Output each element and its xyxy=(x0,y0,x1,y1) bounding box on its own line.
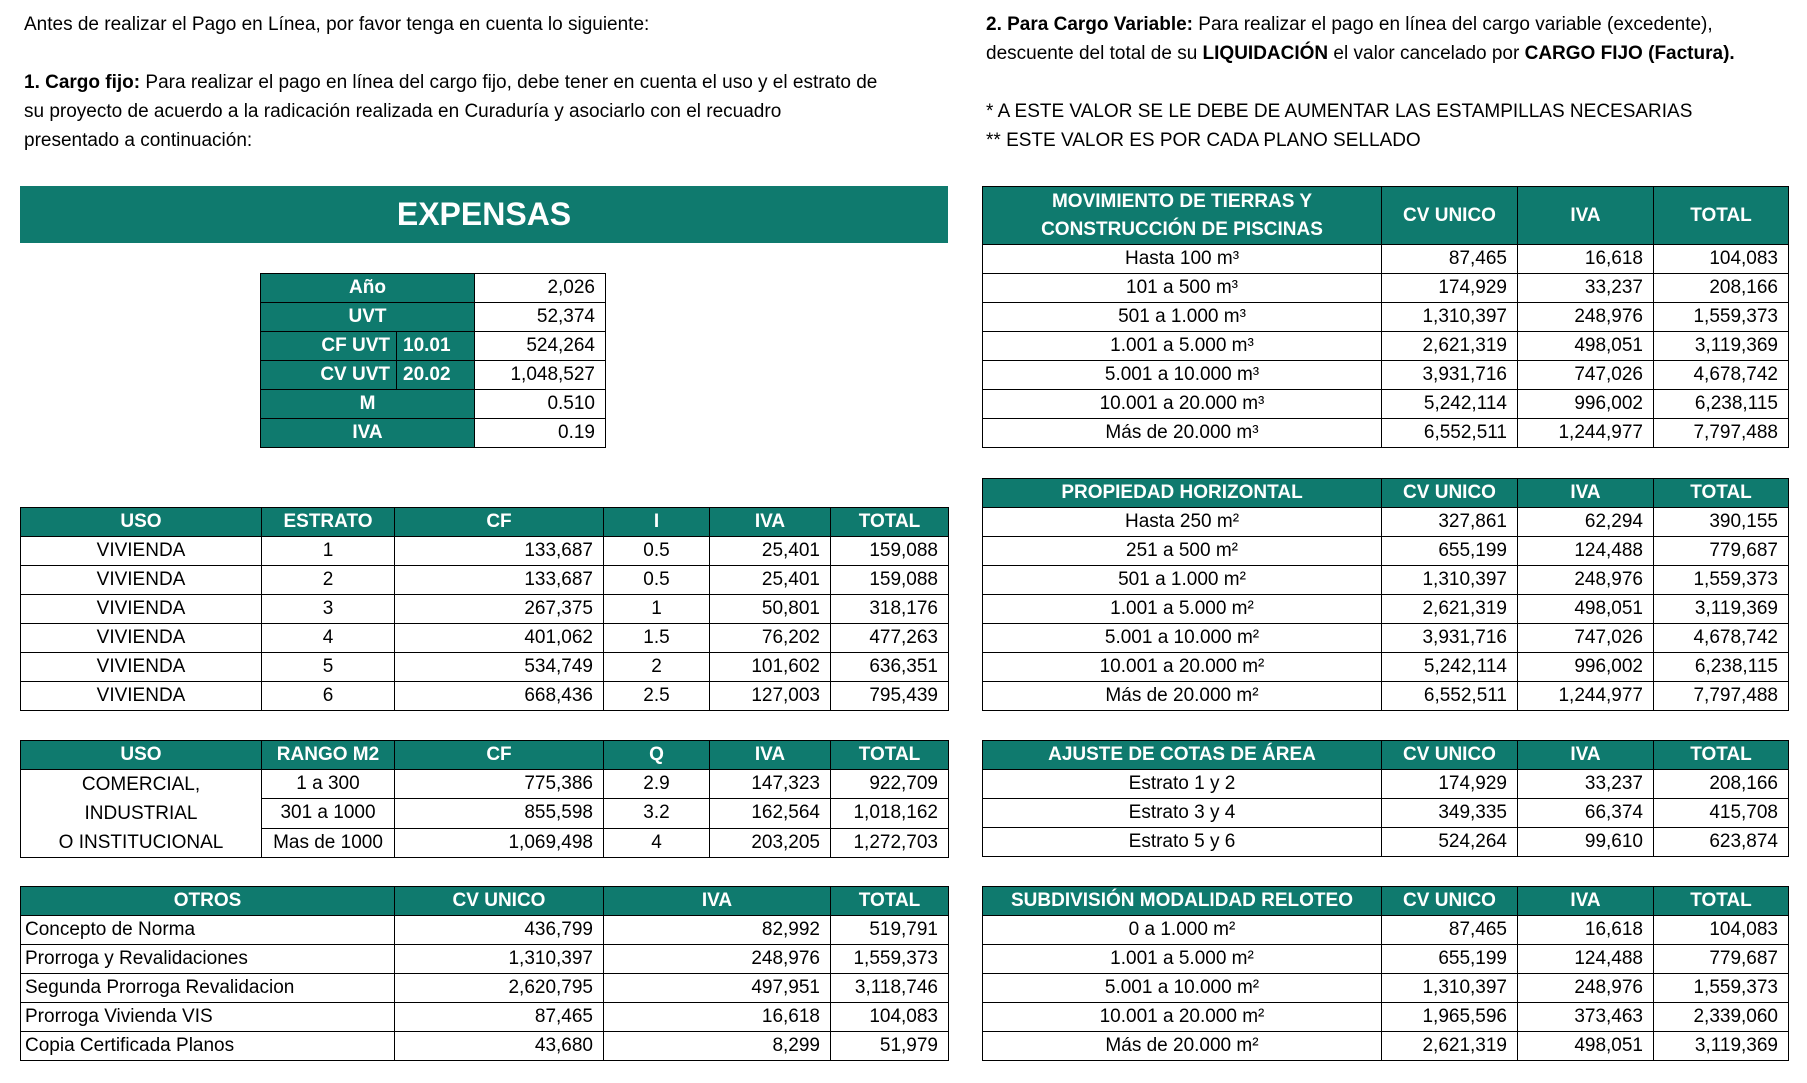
column-header: IVA xyxy=(1518,741,1654,770)
table-row xyxy=(983,566,1789,595)
table-cell: 3.2 xyxy=(604,799,710,828)
param-row xyxy=(261,361,606,390)
column-header: I xyxy=(604,508,710,537)
table-cell: 779,687 xyxy=(1654,945,1789,974)
table-cell: 5.001 a 10.000 m³ xyxy=(983,361,1382,390)
param-label: CF UVT xyxy=(261,332,397,361)
table-cell: 33,237 xyxy=(1518,770,1654,799)
param-value: 1,048,527 xyxy=(475,361,606,390)
table-cell: 3,119,369 xyxy=(1654,595,1789,624)
table-row xyxy=(21,770,949,799)
table-cell: Estrato 1 y 2 xyxy=(983,770,1382,799)
table-cell: 498,051 xyxy=(1518,595,1654,624)
movimiento-table xyxy=(982,186,1789,448)
column-header: TOTAL xyxy=(1654,887,1789,916)
table-cell: 99,610 xyxy=(1518,828,1654,857)
table-cell: 6,552,511 xyxy=(1382,682,1518,711)
table-cell: 133,687 xyxy=(395,566,604,595)
param-label: CV UVT xyxy=(261,361,397,390)
table-header-row xyxy=(983,887,1789,916)
table-cell: 497,951 xyxy=(604,974,831,1003)
table-cell: 3,931,716 xyxy=(1382,361,1518,390)
table-cell: Hasta 250 m² xyxy=(983,508,1382,537)
table-row xyxy=(983,799,1789,828)
table-header-row xyxy=(983,479,1789,508)
table-cell: 534,749 xyxy=(395,653,604,682)
table-cell: 5,242,114 xyxy=(1382,390,1518,419)
table-cell: 401,062 xyxy=(395,624,604,653)
param-row xyxy=(261,390,606,419)
table-header-row xyxy=(21,508,949,537)
ajuste-table xyxy=(982,740,1789,857)
table-cell: 301 a 1000 xyxy=(262,799,395,828)
table-cell: 3 xyxy=(262,595,395,624)
table-cell: 104,083 xyxy=(831,1003,949,1032)
table-row xyxy=(21,653,949,682)
table-cell: Más de 20.000 m² xyxy=(983,1032,1382,1061)
param-value: 0.19 xyxy=(475,419,606,448)
table-row xyxy=(21,682,949,711)
table-cell: 1,244,977 xyxy=(1518,682,1654,711)
table-cell: 655,199 xyxy=(1382,945,1518,974)
table-cell: 1,310,397 xyxy=(1382,974,1518,1003)
table-cell: 2 xyxy=(262,566,395,595)
uso-line: COMERCIAL, INDUSTRIAL xyxy=(81,774,201,824)
table-cell: 1.5 xyxy=(604,624,710,653)
table-row xyxy=(983,274,1789,303)
table-cell: 1,965,596 xyxy=(1382,1003,1518,1032)
column-header: CF xyxy=(395,741,604,770)
param-value: 524,264 xyxy=(475,332,606,361)
table-row xyxy=(983,303,1789,332)
table-cell: 4 xyxy=(262,624,395,653)
table-cell: Concepto de Norma xyxy=(21,916,395,945)
table-row xyxy=(983,595,1789,624)
column-header: TOTAL xyxy=(1654,187,1789,245)
table-cell: 248,976 xyxy=(1518,974,1654,1003)
table-cell: 477,263 xyxy=(831,624,949,653)
column-header: CV UNICO xyxy=(1382,887,1518,916)
table-cell: 43,680 xyxy=(395,1032,604,1061)
table-cell: 1,244,977 xyxy=(1518,419,1654,448)
cargo-variable-text-2c: el valor cancelado por xyxy=(1328,43,1525,64)
table-cell: 1,559,373 xyxy=(1654,566,1789,595)
table-cell: 0 a 1.000 m² xyxy=(983,916,1382,945)
table-cell: 248,976 xyxy=(1518,303,1654,332)
table-cell: 1,272,703 xyxy=(831,828,949,857)
table-cell: 6,238,115 xyxy=(1654,390,1789,419)
param-row xyxy=(261,274,606,303)
cargo-variable-text-2a: descuente del total de su xyxy=(986,43,1203,64)
column-header: IVA xyxy=(1518,887,1654,916)
table-row xyxy=(983,361,1789,390)
table-cell: VIVIENDA xyxy=(21,624,262,653)
column-header: CV UNICO xyxy=(395,887,604,916)
column-header xyxy=(983,187,1382,245)
table-cell: VIVIENDA xyxy=(21,595,262,624)
table-cell: 104,083 xyxy=(1654,245,1789,274)
table-cell: 501 a 1.000 m² xyxy=(983,566,1382,595)
table-cell: Estrato 5 y 6 xyxy=(983,828,1382,857)
table-cell: 636,351 xyxy=(831,653,949,682)
table-cell: 251 a 500 m² xyxy=(983,537,1382,566)
param-value: 2,026 xyxy=(475,274,606,303)
column-header: CV UNICO xyxy=(1382,479,1518,508)
table-cell: 747,026 xyxy=(1518,624,1654,653)
table-row xyxy=(21,1032,949,1061)
table-cell: 2,621,319 xyxy=(1382,332,1518,361)
table-cell: 101 a 500 m³ xyxy=(983,274,1382,303)
param-value: 52,374 xyxy=(475,303,606,332)
propiedad-table xyxy=(982,478,1789,711)
otros-table xyxy=(20,886,949,1061)
table-cell: 174,929 xyxy=(1382,274,1518,303)
param-row xyxy=(261,332,606,361)
table-cell: 7,797,488 xyxy=(1654,419,1789,448)
table-cell: 87,465 xyxy=(1382,245,1518,274)
table-cell: 0.5 xyxy=(604,566,710,595)
table-cell: 1.001 a 5.000 m³ xyxy=(983,332,1382,361)
column-header: IVA xyxy=(710,508,831,537)
table-cell: VIVIENDA xyxy=(21,682,262,711)
column-header: IVA xyxy=(604,887,831,916)
table-cell: 10.001 a 20.000 m³ xyxy=(983,390,1382,419)
cargo-fijo-factura-label: CARGO FIJO (Factura). xyxy=(1524,43,1735,64)
column-header: TOTAL xyxy=(1654,741,1789,770)
table-cell: 16,618 xyxy=(1518,245,1654,274)
table-cell: 1,310,397 xyxy=(1382,566,1518,595)
table-cell: 147,323 xyxy=(710,770,831,799)
table-cell: 2,620,795 xyxy=(395,974,604,1003)
table-row xyxy=(21,945,949,974)
table-cell: 7,797,488 xyxy=(1654,682,1789,711)
column-header: IVA xyxy=(1518,187,1654,245)
table-cell: 1,018,162 xyxy=(831,799,949,828)
comercial-table xyxy=(20,740,949,858)
param-label: Año xyxy=(261,274,475,303)
uso-line: O INSTITUCIONAL xyxy=(58,832,224,853)
param-label: M xyxy=(261,390,475,419)
table-cell: 124,488 xyxy=(1518,945,1654,974)
table-cell: 373,463 xyxy=(1518,1003,1654,1032)
column-header: RANGO M2 xyxy=(262,741,395,770)
table-cell: 267,375 xyxy=(395,595,604,624)
column-header: AJUSTE DE COTAS DE ÁREA xyxy=(983,741,1382,770)
table-cell: 50,801 xyxy=(710,595,831,624)
table-cell: Segunda Prorroga Revalidacion xyxy=(21,974,395,1003)
cargo-fijo-text-3: presentado a continuación: xyxy=(24,130,253,151)
table-cell: 779,687 xyxy=(1654,537,1789,566)
table-cell: 2,621,319 xyxy=(1382,595,1518,624)
table-row xyxy=(21,916,949,945)
table-cell: 3,119,369 xyxy=(1654,1032,1789,1061)
table-cell: 6 xyxy=(262,682,395,711)
table-row xyxy=(983,1032,1789,1061)
table-cell: 390,155 xyxy=(1654,508,1789,537)
table-row xyxy=(21,974,949,1003)
column-header: IVA xyxy=(1518,479,1654,508)
table-cell: 1,559,373 xyxy=(1654,974,1789,1003)
header-line: MOVIMIENTO DE TIERRAS Y xyxy=(1051,190,1313,212)
column-header: CV UNICO xyxy=(1382,187,1518,245)
table-cell: 996,002 xyxy=(1518,390,1654,419)
table-cell: 82,992 xyxy=(604,916,831,945)
table-cell: 498,051 xyxy=(1518,332,1654,361)
table-cell: 996,002 xyxy=(1518,653,1654,682)
table-cell: 415,708 xyxy=(1654,799,1789,828)
table-cell: 1,069,498 xyxy=(395,828,604,857)
table-cell: 124,488 xyxy=(1518,537,1654,566)
table-cell: 2.5 xyxy=(604,682,710,711)
table-cell: 133,687 xyxy=(395,537,604,566)
table-cell: 498,051 xyxy=(1518,1032,1654,1061)
param-factor: 20.02 xyxy=(397,361,475,390)
table-cell: 623,874 xyxy=(1654,828,1789,857)
param-label: UVT xyxy=(261,303,475,332)
table-cell: 62,294 xyxy=(1518,508,1654,537)
table-cell: 25,401 xyxy=(710,537,831,566)
table-cell: 6,238,115 xyxy=(1654,653,1789,682)
table-row xyxy=(21,595,949,624)
table-cell: 25,401 xyxy=(710,566,831,595)
cargo-fijo-text-2: su proyecto de acuerdo a la radicación realizada en Curaduría y asociarlo con el recuadro xyxy=(24,101,782,122)
param-value: 0.510 xyxy=(475,390,606,419)
table-cell: 1 a 300 xyxy=(262,770,395,799)
table-cell: 159,088 xyxy=(831,566,949,595)
table-cell: 318,176 xyxy=(831,595,949,624)
table-cell: 0.5 xyxy=(604,537,710,566)
table-cell: 5.001 a 10.000 m² xyxy=(983,624,1382,653)
table-cell: 10.001 a 20.000 m² xyxy=(983,1003,1382,1032)
table-cell: Prorroga Vivienda VIS xyxy=(21,1003,395,1032)
table-row xyxy=(983,770,1789,799)
column-header: TOTAL xyxy=(831,887,949,916)
note-plano-sellado: ** ESTE VALOR ES POR CADA PLANO SELLADO xyxy=(986,130,1421,151)
column-header: USO xyxy=(21,741,262,770)
table-cell: 5,242,114 xyxy=(1382,653,1518,682)
table-cell: 33,237 xyxy=(1518,274,1654,303)
table-cell: 16,618 xyxy=(1518,916,1654,945)
table-cell: 2,339,060 xyxy=(1654,1003,1789,1032)
table-cell: 1.001 a 5.000 m² xyxy=(983,595,1382,624)
intro-line: Antes de realizar el Pago en Línea, por favor tenga en cuenta lo siguiente: xyxy=(24,14,650,35)
expensas-banner: EXPENSAS xyxy=(20,186,948,243)
table-cell: 3,118,746 xyxy=(831,974,949,1003)
cargo-fijo-text: Para realizar el pago en línea del cargo fijo, debe tener en cuenta el uso y el estrato de xyxy=(140,72,878,93)
table-cell: 795,439 xyxy=(831,682,949,711)
table-cell: 16,618 xyxy=(604,1003,831,1032)
table-cell: 2,621,319 xyxy=(1382,1032,1518,1061)
table-cell: 5 xyxy=(262,653,395,682)
table-cell: 1,559,373 xyxy=(831,945,949,974)
table-row xyxy=(983,624,1789,653)
table-header-row xyxy=(21,741,949,770)
param-row xyxy=(261,303,606,332)
table-cell: 66,374 xyxy=(1518,799,1654,828)
table-header-row xyxy=(21,887,949,916)
table-cell: 1,559,373 xyxy=(1654,303,1789,332)
table-row xyxy=(21,537,949,566)
table-row xyxy=(21,566,949,595)
table-cell: 3,931,716 xyxy=(1382,624,1518,653)
column-header: OTROS xyxy=(21,887,395,916)
table-cell: 775,386 xyxy=(395,770,604,799)
table-cell: 349,335 xyxy=(1382,799,1518,828)
column-header: CV UNICO xyxy=(1382,741,1518,770)
param-label: IVA xyxy=(261,419,475,448)
column-header: TOTAL xyxy=(831,508,949,537)
table-cell: 104,083 xyxy=(1654,916,1789,945)
table-cell: Prorroga y Revalidaciones xyxy=(21,945,395,974)
column-header: TOTAL xyxy=(831,741,949,770)
table-cell: 668,436 xyxy=(395,682,604,711)
table-cell: 519,791 xyxy=(831,916,949,945)
subdivision-table xyxy=(982,886,1789,1061)
table-header-row xyxy=(983,187,1789,245)
table-cell: 3,119,369 xyxy=(1654,332,1789,361)
table-cell: 747,026 xyxy=(1518,361,1654,390)
param-row xyxy=(261,419,606,448)
table-row xyxy=(983,974,1789,1003)
table-cell: 248,976 xyxy=(604,945,831,974)
table-cell: 8,299 xyxy=(604,1032,831,1061)
column-header: PROPIEDAD HORIZONTAL xyxy=(983,479,1382,508)
column-header: USO xyxy=(21,508,262,537)
table-cell: 127,003 xyxy=(710,682,831,711)
table-cell: 1.001 a 5.000 m² xyxy=(983,945,1382,974)
column-header: IVA xyxy=(710,741,831,770)
table-cell: Más de 20.000 m³ xyxy=(983,419,1382,448)
table-cell: 51,979 xyxy=(831,1032,949,1061)
table-cell: Copia Certificada Planos xyxy=(21,1032,395,1061)
table-row xyxy=(983,419,1789,448)
table-cell: 5.001 a 10.000 m² xyxy=(983,974,1382,1003)
table-cell: 2 xyxy=(604,653,710,682)
table-cell: 208,166 xyxy=(1654,274,1789,303)
table-cell: 2.9 xyxy=(604,770,710,799)
table-cell: Hasta 100 m³ xyxy=(983,245,1382,274)
table-row xyxy=(983,537,1789,566)
table-cell: 6,552,511 xyxy=(1382,419,1518,448)
table-row xyxy=(983,390,1789,419)
table-cell: 203,205 xyxy=(710,828,831,857)
table-row xyxy=(21,1003,949,1032)
table-cell: VIVIENDA xyxy=(21,653,262,682)
column-header: ESTRATO xyxy=(262,508,395,537)
table-cell: Mas de 1000 xyxy=(262,828,395,857)
table-cell: VIVIENDA xyxy=(21,566,262,595)
table-cell: 922,709 xyxy=(831,770,949,799)
table-row xyxy=(983,682,1789,711)
table-cell: VIVIENDA xyxy=(21,537,262,566)
table-cell: 855,598 xyxy=(395,799,604,828)
table-cell: 101,602 xyxy=(710,653,831,682)
table-cell: 174,929 xyxy=(1382,770,1518,799)
liquidacion-label: LIQUIDACIÓN xyxy=(1202,43,1329,64)
note-estampillas: * A ESTE VALOR SE LE DEBE DE AUMENTAR LAS ESTAMPILLAS NECESARIAS xyxy=(986,101,1693,122)
column-header: CF xyxy=(395,508,604,537)
uso-comercial-cell xyxy=(21,770,262,858)
table-cell: 159,088 xyxy=(831,537,949,566)
table-row xyxy=(983,945,1789,974)
table-cell: 1,310,397 xyxy=(395,945,604,974)
table-cell: 162,564 xyxy=(710,799,831,828)
table-cell: 87,465 xyxy=(395,1003,604,1032)
table-row xyxy=(983,916,1789,945)
vivienda-table xyxy=(20,507,949,711)
table-cell: 436,799 xyxy=(395,916,604,945)
table-cell: Más de 20.000 m² xyxy=(983,682,1382,711)
table-cell: 10.001 a 20.000 m² xyxy=(983,653,1382,682)
table-cell: 655,199 xyxy=(1382,537,1518,566)
params-table xyxy=(260,273,606,448)
intro-right xyxy=(986,10,1735,155)
table-cell: 1 xyxy=(262,537,395,566)
column-header: TOTAL xyxy=(1654,479,1789,508)
table-cell: 1,310,397 xyxy=(1382,303,1518,332)
cargo-variable-label: 2. Para Cargo Variable: xyxy=(986,14,1193,35)
header-line: CONSTRUCCIÓN DE PISCINAS xyxy=(1041,218,1323,240)
table-cell: 76,202 xyxy=(710,624,831,653)
table-row xyxy=(983,508,1789,537)
table-cell: 248,976 xyxy=(1518,566,1654,595)
table-cell: 4,678,742 xyxy=(1654,361,1789,390)
table-cell: 327,861 xyxy=(1382,508,1518,537)
table-row xyxy=(983,245,1789,274)
table-cell: Estrato 3 y 4 xyxy=(983,799,1382,828)
table-cell: 524,264 xyxy=(1382,828,1518,857)
table-cell: 4,678,742 xyxy=(1654,624,1789,653)
table-cell: 208,166 xyxy=(1654,770,1789,799)
cargo-variable-text: Para realizar el pago en línea del cargo variable (excedente), xyxy=(1193,14,1713,35)
table-row xyxy=(983,1003,1789,1032)
cargo-fijo-label: 1. Cargo fijo: xyxy=(24,72,141,93)
table-header-row xyxy=(983,741,1789,770)
table-row xyxy=(983,653,1789,682)
table-cell: 1 xyxy=(604,595,710,624)
table-row xyxy=(983,828,1789,857)
table-cell: 87,465 xyxy=(1382,916,1518,945)
column-header: SUBDIVISIÓN MODALIDAD RELOTEO xyxy=(983,887,1382,916)
table-cell: 4 xyxy=(604,828,710,857)
column-header: Q xyxy=(604,741,710,770)
table-row xyxy=(983,332,1789,361)
intro-left xyxy=(24,10,877,155)
param-factor: 10.01 xyxy=(397,332,475,361)
table-cell: 501 a 1.000 m³ xyxy=(983,303,1382,332)
table-row xyxy=(21,624,949,653)
